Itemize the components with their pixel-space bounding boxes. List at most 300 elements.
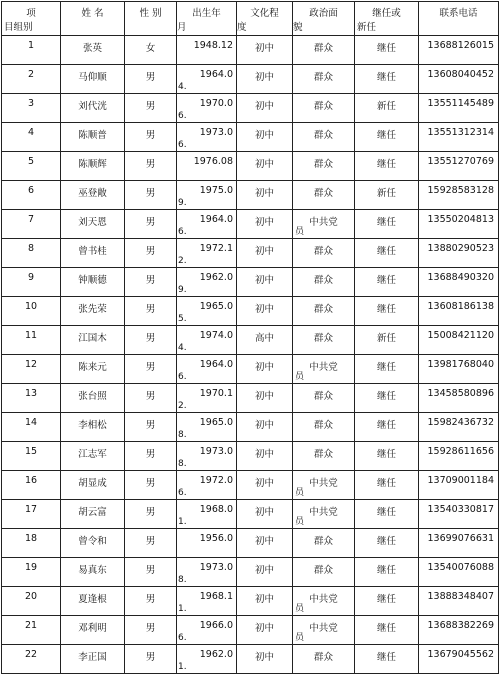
row-birth-top: 1972.1 (199, 243, 233, 254)
cell-name (61, 36, 125, 65)
row-gender: 男 (145, 275, 156, 286)
row-gender: 男 (145, 217, 156, 228)
row-education: 初中 (254, 420, 274, 431)
cell-name (61, 239, 125, 268)
cell-phone (419, 181, 499, 210)
table-row (2, 181, 499, 210)
cell-term (355, 529, 419, 558)
row-political-top: 中共党 (309, 362, 338, 373)
cell-term (355, 355, 419, 384)
table-row (2, 355, 499, 384)
cell-term (355, 645, 419, 674)
row-education: 初中 (254, 217, 274, 228)
cell-index (2, 500, 61, 529)
row-birth-top: 1962.0 (199, 272, 233, 283)
cell-term (355, 558, 419, 587)
header-phone (419, 2, 499, 36)
cell-gender (125, 500, 177, 529)
row-political-bottom: 员 (295, 488, 305, 498)
row-term: 继任 (376, 478, 396, 489)
cell-phone (419, 500, 499, 529)
row-gender: 男 (145, 246, 156, 257)
row-name: 陈顺普 (78, 130, 107, 141)
cell-term (355, 471, 419, 500)
header-term-top: 继任或 (372, 8, 401, 19)
cell-name (61, 268, 125, 297)
cell-birth (177, 500, 237, 529)
row-number: 19 (24, 562, 38, 573)
row-term: 继任 (376, 159, 396, 170)
row-phone: 13699076631 (427, 533, 494, 544)
header-index-top: 项 (26, 8, 36, 19)
cell-birth (177, 616, 237, 645)
row-birth-top: 1964.0 (199, 214, 233, 225)
table-row (2, 442, 499, 471)
row-name: 江志军 (78, 449, 107, 460)
cell-birth (177, 239, 237, 268)
cell-index (2, 297, 61, 326)
row-political-top: 群众 (313, 391, 333, 402)
row-term: 继任 (376, 391, 396, 402)
row-birth-top: 1973.0 (199, 446, 233, 457)
cell-phone (419, 152, 499, 181)
cell-name (61, 210, 125, 239)
header-political-top: 政治面 (309, 8, 338, 19)
row-phone: 13550204813 (427, 214, 494, 225)
cell-index (2, 587, 61, 616)
cell-term (355, 239, 419, 268)
row-term: 新任 (376, 333, 396, 344)
table-row (2, 123, 499, 152)
row-birth-top: 1964.0 (199, 359, 233, 370)
table-row (2, 558, 499, 587)
table-row (2, 500, 499, 529)
cell-education (237, 239, 293, 268)
row-birth-top: 1966.0 (199, 620, 233, 631)
row-political-bottom: 员 (295, 227, 305, 237)
row-number: 14 (24, 417, 38, 428)
row-term: 新任 (376, 101, 396, 112)
row-political-top: 群众 (313, 449, 333, 460)
cell-phone (419, 355, 499, 384)
row-gender: 男 (145, 449, 156, 460)
cell-index (2, 558, 61, 587)
table-row (2, 297, 499, 326)
row-birth-bottom: 6. (178, 140, 187, 150)
row-phone: 15928583128 (427, 185, 494, 196)
row-name: 邓利明 (78, 623, 107, 634)
row-term: 继任 (376, 536, 396, 547)
row-term: 继任 (376, 565, 396, 576)
cell-birth (177, 442, 237, 471)
row-birth-bottom: 6. (178, 633, 187, 643)
cell-name (61, 384, 125, 413)
cell-gender (125, 529, 177, 558)
row-term: 继任 (376, 246, 396, 257)
row-political-bottom: 员 (295, 372, 305, 382)
cell-education (237, 645, 293, 674)
row-political-top: 群众 (313, 333, 333, 344)
cell-gender (125, 558, 177, 587)
cell-term (355, 297, 419, 326)
cell-phone (419, 123, 499, 152)
row-birth-bottom: 8. (178, 459, 187, 469)
row-political-top: 中共党 (309, 507, 338, 518)
cell-phone (419, 65, 499, 94)
table-row (2, 239, 499, 268)
row-number: 9 (27, 272, 35, 283)
cell-index (2, 239, 61, 268)
row-name: 曾书桂 (78, 246, 107, 257)
row-birth-top: 1964.0 (199, 69, 233, 80)
cell-birth (177, 355, 237, 384)
cell-index (2, 471, 61, 500)
cell-political (293, 529, 355, 558)
cell-term (355, 65, 419, 94)
cell-education (237, 500, 293, 529)
cell-term (355, 587, 419, 616)
cell-name (61, 152, 125, 181)
row-birth-top: 1974.0 (199, 330, 233, 341)
header-education-bottom: 度 (237, 22, 247, 33)
row-education: 初中 (254, 304, 274, 315)
row-name: 易真东 (78, 565, 107, 576)
cell-education (237, 529, 293, 558)
row-term: 继任 (376, 72, 396, 83)
table-row (2, 152, 499, 181)
row-number: 21 (24, 620, 38, 631)
row-term: 继任 (376, 449, 396, 460)
row-birth-bottom: 1. (178, 604, 187, 614)
row-number: 5 (27, 156, 35, 167)
row-political-top: 群众 (313, 72, 333, 83)
cell-phone (419, 471, 499, 500)
cell-political (293, 36, 355, 65)
cell-name (61, 326, 125, 355)
header-education (237, 2, 293, 36)
row-number: 8 (27, 243, 35, 254)
row-birth-top: 1965.0 (199, 301, 233, 312)
cell-political (293, 558, 355, 587)
cell-term (355, 413, 419, 442)
cell-gender (125, 587, 177, 616)
row-political-bottom: 员 (295, 633, 305, 643)
row-political-top: 中共党 (309, 594, 338, 605)
cell-term (355, 123, 419, 152)
cell-gender (125, 210, 177, 239)
row-name: 夏逢根 (78, 594, 107, 605)
row-term: 新任 (376, 188, 396, 199)
header-political-bottom: 貌 (293, 22, 303, 33)
cell-phone (419, 587, 499, 616)
cell-name (61, 616, 125, 645)
row-political-top: 中共党 (309, 478, 338, 489)
cell-index (2, 36, 61, 65)
table-row (2, 587, 499, 616)
cell-birth (177, 65, 237, 94)
row-political-top: 中共党 (309, 623, 338, 634)
row-education: 初中 (254, 449, 274, 460)
row-gender: 男 (145, 594, 156, 605)
row-gender: 男 (145, 333, 156, 344)
cell-gender (125, 181, 177, 210)
row-political-top: 群众 (313, 652, 333, 663)
cell-name (61, 587, 125, 616)
row-gender: 男 (145, 565, 156, 576)
row-birth-top: 1965.0 (199, 417, 233, 428)
cell-education (237, 616, 293, 645)
row-gender: 男 (145, 362, 156, 373)
cell-phone (419, 239, 499, 268)
row-political-top: 群众 (313, 159, 333, 170)
row-political-top: 群众 (313, 304, 333, 315)
row-number: 10 (24, 301, 38, 312)
cell-education (237, 558, 293, 587)
cell-gender (125, 355, 177, 384)
cell-political (293, 500, 355, 529)
cell-index (2, 645, 61, 674)
row-political-top: 中共党 (309, 217, 338, 228)
header-term (355, 2, 419, 36)
row-number: 4 (27, 127, 35, 138)
row-term: 继任 (376, 217, 396, 228)
row-term: 继任 (376, 130, 396, 141)
row-phone: 13688126015 (427, 40, 494, 51)
row-phone: 13608186138 (427, 301, 494, 312)
header-term-bottom: 新任 (357, 22, 377, 33)
row-number: 3 (27, 98, 35, 109)
cell-education (237, 355, 293, 384)
cell-political (293, 268, 355, 297)
cell-phone (419, 616, 499, 645)
row-name: 胡云富 (78, 507, 107, 518)
cell-index (2, 413, 61, 442)
header-name-label: 姓 名 (81, 8, 104, 19)
row-political-top: 群众 (313, 275, 333, 286)
row-term: 继任 (376, 304, 396, 315)
row-term: 继任 (376, 275, 396, 286)
row-phone: 15008421120 (427, 330, 494, 341)
cell-political (293, 616, 355, 645)
row-name: 陈顺辉 (78, 159, 107, 170)
cell-birth (177, 268, 237, 297)
cell-gender (125, 297, 177, 326)
cell-political (293, 152, 355, 181)
row-education: 初中 (254, 507, 274, 518)
row-phone: 13880290523 (427, 243, 494, 254)
cell-gender (125, 94, 177, 123)
header-education-top: 文化程 (250, 8, 279, 19)
row-number: 1 (27, 40, 35, 51)
cell-education (237, 152, 293, 181)
row-political-top: 群众 (313, 188, 333, 199)
row-name: 刘天恩 (78, 217, 107, 228)
cell-birth (177, 471, 237, 500)
cell-term (355, 500, 419, 529)
row-term: 继任 (376, 594, 396, 605)
row-gender: 男 (145, 478, 156, 489)
cell-birth (177, 413, 237, 442)
header-birth (177, 2, 237, 36)
row-term: 继任 (376, 362, 396, 373)
cell-term (355, 152, 419, 181)
cell-political (293, 645, 355, 674)
row-political-top: 群众 (313, 565, 333, 576)
header-phone-label: 联系电话 (439, 8, 478, 19)
row-birth-bottom: 8. (178, 430, 187, 440)
cell-index (2, 616, 61, 645)
row-birth-bottom: 8. (178, 575, 187, 585)
cell-gender (125, 616, 177, 645)
row-name: 马仰顺 (78, 72, 107, 83)
row-phone: 13688382269 (427, 620, 494, 631)
cell-term (355, 94, 419, 123)
row-education: 高中 (254, 333, 274, 344)
cell-education (237, 94, 293, 123)
row-name: 江国木 (78, 333, 107, 344)
row-education: 初中 (254, 652, 274, 663)
cell-index (2, 123, 61, 152)
cell-birth (177, 326, 237, 355)
cell-phone (419, 36, 499, 65)
cell-index (2, 181, 61, 210)
table-row (2, 65, 499, 94)
cell-gender (125, 239, 177, 268)
row-number: 17 (24, 504, 38, 515)
row-number: 11 (24, 330, 38, 341)
row-political-bottom: 员 (295, 517, 305, 527)
row-name: 李相松 (78, 420, 107, 431)
row-education: 初中 (254, 362, 274, 373)
cell-index (2, 65, 61, 94)
cell-gender (125, 384, 177, 413)
row-term: 继任 (376, 420, 396, 431)
row-gender: 男 (145, 623, 156, 634)
cell-birth (177, 384, 237, 413)
cell-index (2, 355, 61, 384)
row-name: 张台照 (78, 391, 107, 402)
row-gender: 男 (145, 304, 156, 315)
row-political-bottom: 员 (295, 604, 305, 614)
cell-birth (177, 152, 237, 181)
cell-political (293, 355, 355, 384)
cell-political (293, 471, 355, 500)
row-term: 继任 (376, 43, 396, 54)
table-row (2, 413, 499, 442)
cell-education (237, 65, 293, 94)
row-gender: 男 (145, 652, 156, 663)
row-education: 初中 (254, 478, 274, 489)
row-birth-bottom: 6. (178, 111, 187, 121)
cell-index (2, 94, 61, 123)
header-gender-label: 性 别 (139, 8, 162, 19)
table-row (2, 616, 499, 645)
header-name (61, 2, 125, 36)
cell-gender (125, 152, 177, 181)
row-political-top: 群众 (313, 101, 333, 112)
row-education: 初中 (254, 43, 274, 54)
row-phone: 15982436732 (427, 417, 494, 428)
row-birth-bottom: 2. (178, 256, 187, 266)
row-education: 初中 (254, 391, 274, 402)
cell-birth (177, 123, 237, 152)
cell-name (61, 500, 125, 529)
row-number: 2 (27, 69, 35, 80)
row-political-top: 群众 (313, 246, 333, 257)
cell-gender (125, 326, 177, 355)
cell-political (293, 297, 355, 326)
row-gender: 男 (145, 420, 156, 431)
cell-political (293, 210, 355, 239)
row-political-top: 群众 (313, 420, 333, 431)
row-birth-top: 1970.1 (199, 388, 233, 399)
row-number: 7 (27, 214, 35, 225)
cell-education (237, 297, 293, 326)
cell-name (61, 442, 125, 471)
row-phone: 15928611656 (427, 446, 494, 457)
cell-phone (419, 645, 499, 674)
cell-political (293, 442, 355, 471)
cell-gender (125, 471, 177, 500)
row-birth-bottom: 6. (178, 488, 187, 498)
cell-political (293, 239, 355, 268)
row-gender: 男 (145, 101, 156, 112)
row-birth-bottom: 1. (178, 517, 187, 527)
cell-political (293, 326, 355, 355)
row-education: 初中 (254, 72, 274, 83)
cell-name (61, 94, 125, 123)
row-number: 20 (24, 591, 38, 602)
cell-education (237, 326, 293, 355)
row-phone: 13540076088 (427, 562, 494, 573)
cell-gender (125, 268, 177, 297)
cell-birth (177, 181, 237, 210)
cell-index (2, 210, 61, 239)
row-birth-bottom: 6. (178, 372, 187, 382)
row-birth-top: 1973.0 (199, 127, 233, 138)
row-phone: 13551145489 (427, 98, 494, 109)
cell-term (355, 36, 419, 65)
cell-education (237, 123, 293, 152)
row-name: 李正国 (78, 652, 107, 663)
row-phone: 13679045562 (427, 649, 494, 660)
row-birth-top: 1976.08 (193, 156, 233, 167)
row-name: 张先荣 (78, 304, 107, 315)
row-name: 张英 (82, 43, 102, 54)
member-table (1, 1, 499, 674)
row-name: 钟顺德 (78, 275, 107, 286)
cell-education (237, 210, 293, 239)
cell-phone (419, 326, 499, 355)
row-birth-top: 1973.0 (199, 562, 233, 573)
row-number: 12 (24, 359, 38, 370)
row-name: 曾令和 (78, 536, 107, 547)
cell-index (2, 529, 61, 558)
cell-education (237, 181, 293, 210)
table-row (2, 645, 499, 674)
row-number: 22 (24, 649, 38, 660)
cell-name (61, 65, 125, 94)
cell-name (61, 413, 125, 442)
table-body (2, 36, 499, 674)
table-row (2, 471, 499, 500)
cell-name (61, 471, 125, 500)
row-birth-top: 1948.12 (193, 40, 233, 51)
row-political-top: 群众 (313, 130, 333, 141)
cell-phone (419, 210, 499, 239)
cell-term (355, 442, 419, 471)
cell-political (293, 123, 355, 152)
